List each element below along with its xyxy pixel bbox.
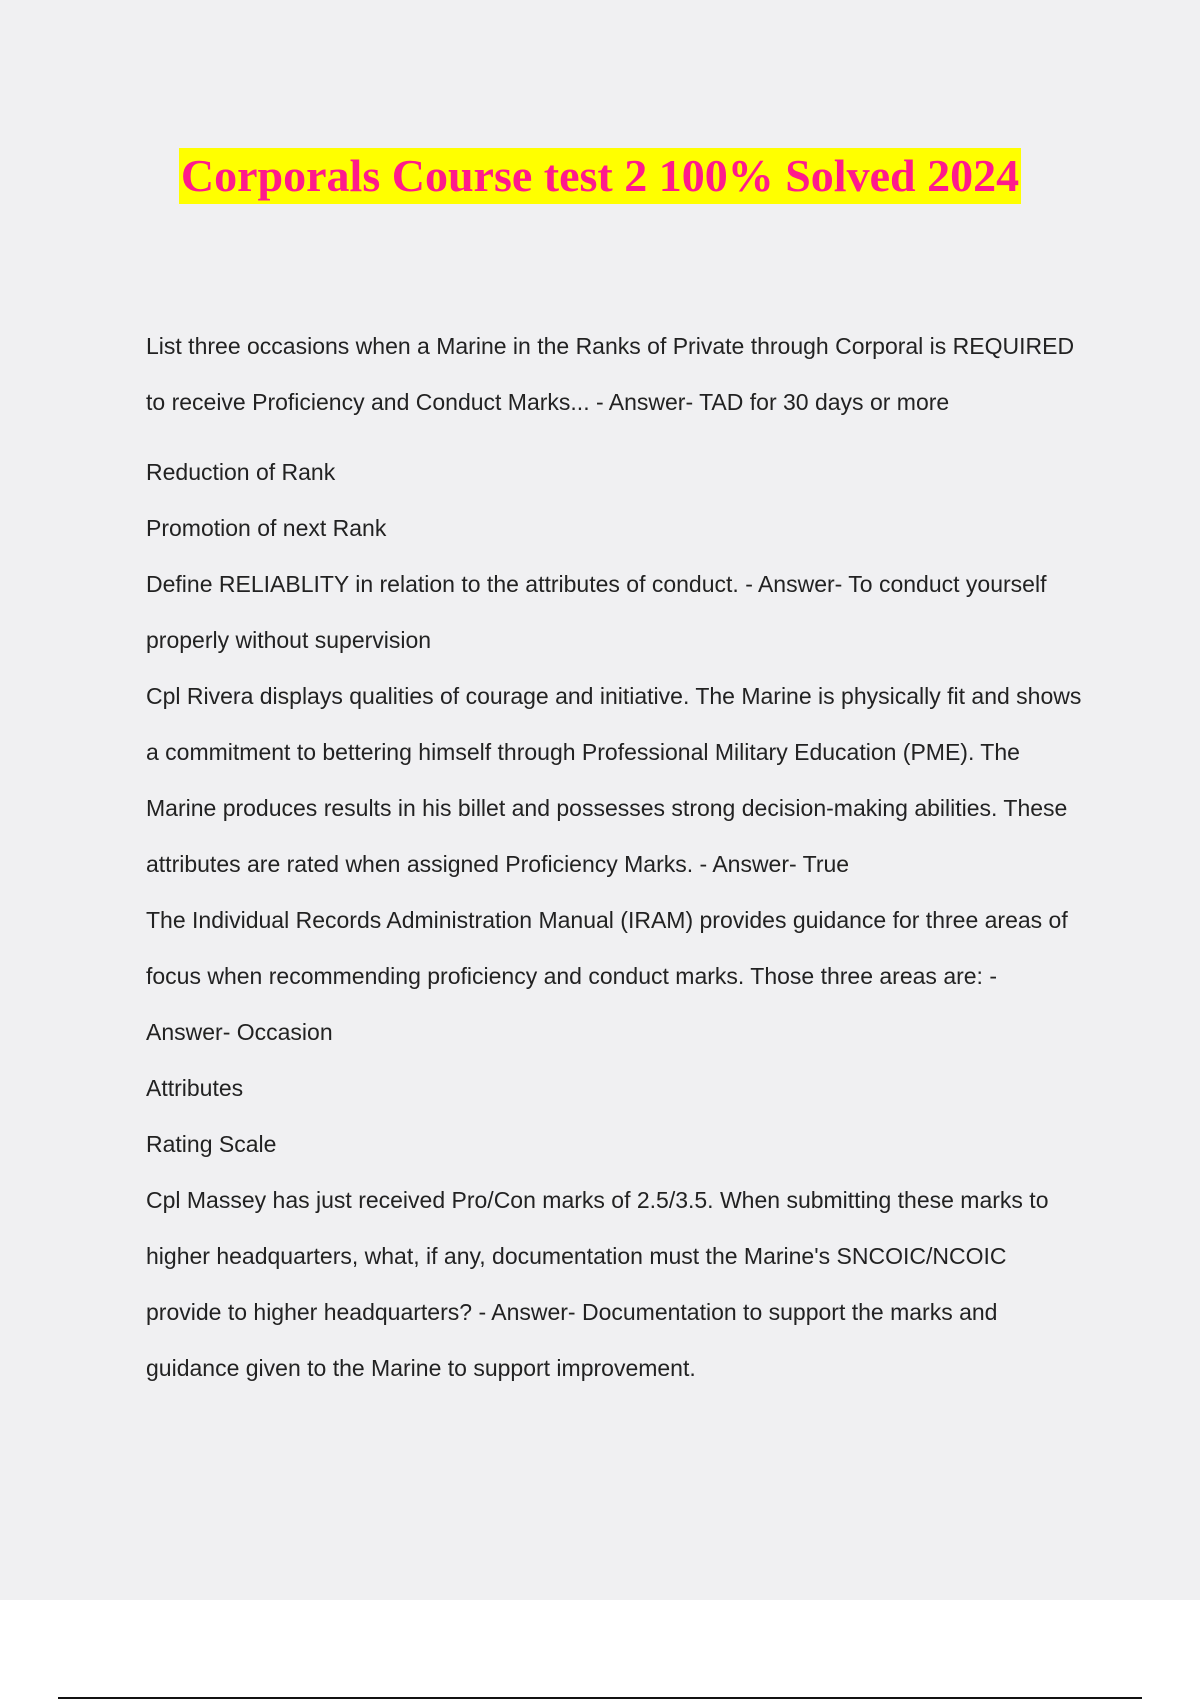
paragraph-question-2: Define RELIABLITY in relation to the attributes of conduct. - Answer- To conduct yourself properly without supervision xyxy=(146,571,1047,653)
paragraph-question-1: List three occasions when a Marine in the Ranks of Private through Corporal is REQUIRED to receive Proficiency and Conduct Marks... - Answer- TAD for 30 days or more xyxy=(146,333,1075,415)
paragraph-answer-item: Promotion of next Rank xyxy=(146,515,387,541)
document-body xyxy=(146,318,1086,1396)
paragraph-answer-item: Attributes xyxy=(146,1075,244,1101)
paragraph-question-5: Cpl Massey has just received Pro/Con marks of 2.5/3.5. When submitting these marks to higher headquarters, what, if any, documentation must the Marine's SNCOIC/NCOIC provide to higher headquarters? - Answer- Documentation to support the marks and guidance given to the Marine to support improvement. xyxy=(146,1187,1049,1381)
document-title: Corporals Course test 2 100% Solved 2024 xyxy=(179,148,1021,204)
page-divider-line xyxy=(58,1697,1142,1699)
paragraph-question-4: The Individual Records Administration Manual (IRAM) provides guidance for three areas of focus when recommending proficiency and conduct marks. Those three areas are: - Answer- Occasion xyxy=(146,907,1068,1045)
paragraph-spacer xyxy=(146,430,1086,444)
paragraph-answer-item: Rating Scale xyxy=(146,1131,277,1157)
paragraph-question-3: Cpl Rivera displays qualities of courage and initiative. The Marine is physically fit and shows a commitment to bettering himself through Professional Military Education (PME). The Marine produces results in his billet and possesses strong decision-making abilities. These attributes are rated when assigned Proficiency Marks. - Answer- True xyxy=(146,683,1082,877)
paragraph-answer-item: Reduction of Rank xyxy=(146,459,336,485)
title-container xyxy=(0,148,1200,204)
